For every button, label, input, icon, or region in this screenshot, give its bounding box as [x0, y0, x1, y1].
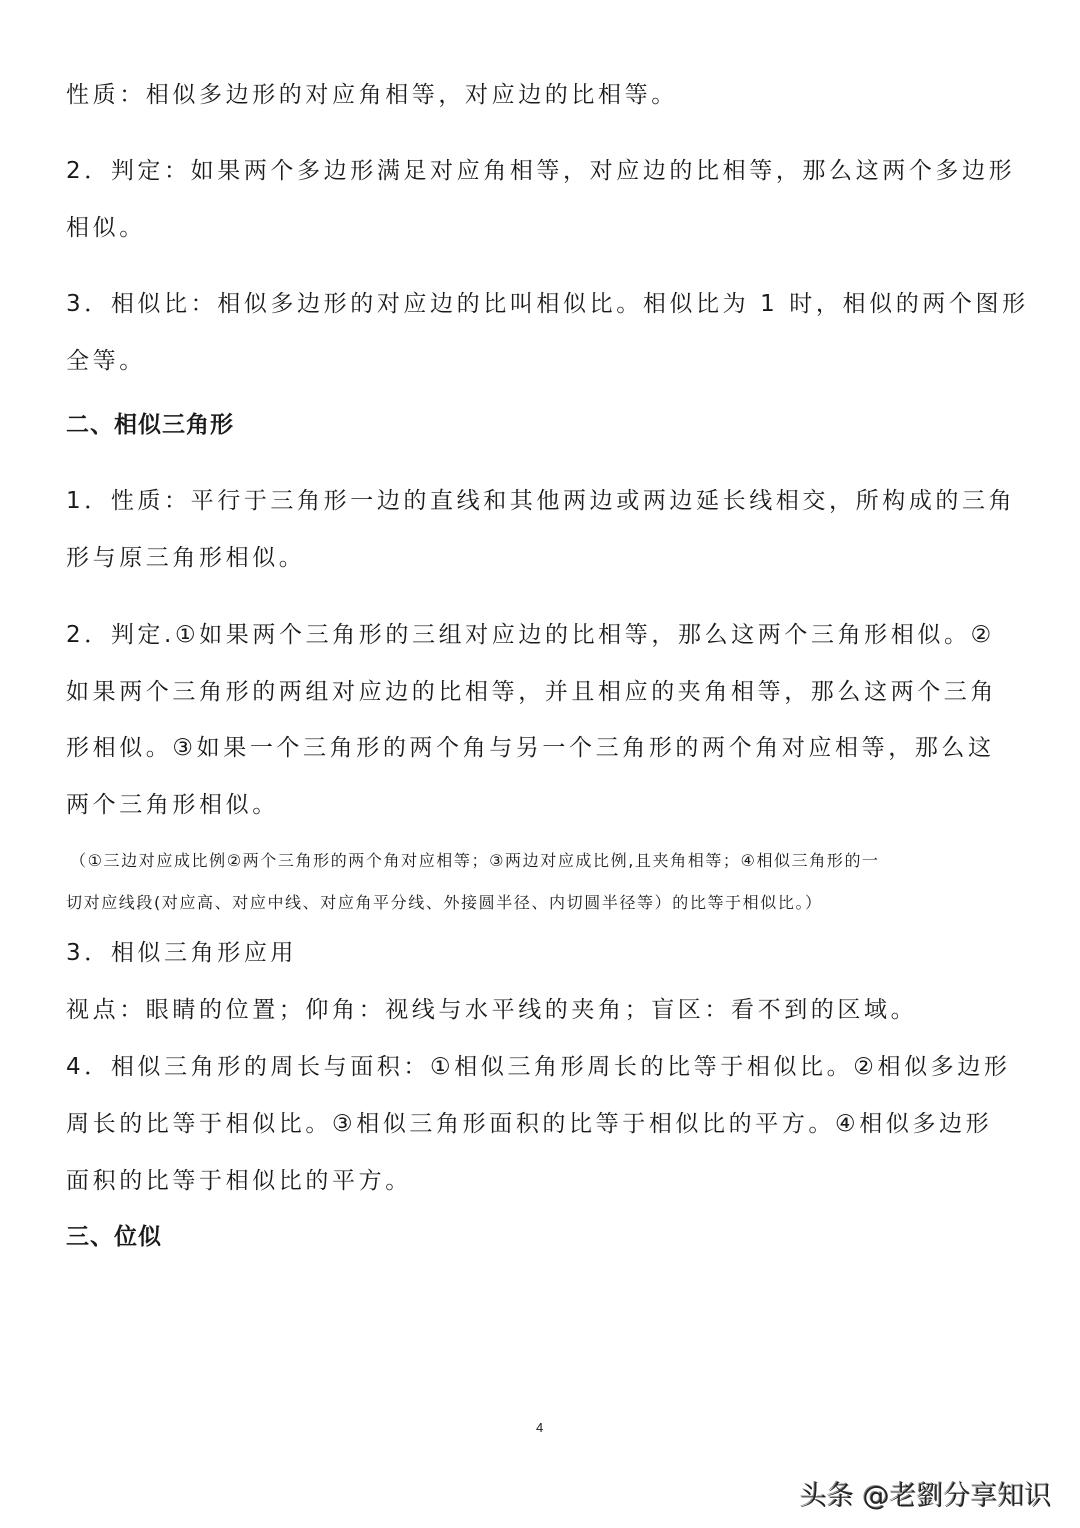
text-line: 周长的比等于相似比。③相似三角形面积的比等于相似比的平方。④相似多边形: [66, 1111, 993, 1137]
text-line: 形与原三角形相似。: [66, 545, 306, 571]
text-line: 视点：眼睛的位置；仰角：视线与水平线的夹角；盲区：看不到的区域。: [66, 997, 918, 1023]
page-number: 4: [536, 1420, 544, 1435]
text-line: 3．相似三角形应用: [66, 940, 298, 966]
text-line: 相似。: [66, 215, 146, 241]
note-line: （①三边对应成比例②两个三角形的两个角对应相等；③两边对应成比例,且夹角相等；④相似三角形的一: [70, 851, 880, 870]
text-line: 2．判定.①如果两个三角形的三组对应边的比相等，那么这两个三角形相似。②: [66, 622, 995, 648]
text-line: 形相似。③如果一个三角形的两个角与另一个三角形的两个角对应相等，那么这: [66, 735, 995, 761]
text-line: 3．相似比：相似多边形的对应边的比叫相似比。相似比为 1 时，相似的两个图形: [66, 291, 1029, 317]
section-heading: 二、相似三角形: [66, 412, 234, 438]
text-line: 全等。: [66, 348, 146, 374]
note-line: 切对应线段(对应高、对应中线、对应角平分线、外接圆半径、内切圆半径等）的比等于相似比。）: [66, 893, 823, 912]
section-heading: 三、位似: [66, 1224, 162, 1250]
text-line: 4．相似三角形的周长与面积：①相似三角形周长的比等于相似比。②相似多边形: [66, 1054, 1011, 1080]
text-line: 面积的比等于相似比的平方。: [66, 1168, 412, 1194]
watermark: 头条 @老劉分享知识: [800, 1481, 1052, 1512]
text-line: 1．性质：平行于三角形一边的直线和其他两边或两边延长线相交，所构成的三角: [66, 488, 1016, 514]
text-line: 如果两个三角形的两组对应边的比相等，并且相应的夹角相等，那么这两个三角: [66, 679, 997, 705]
text-line: 性质：相似多边形的对应角相等，对应边的比相等。: [66, 82, 678, 108]
text-line: 2．判定：如果两个多边形满足对应角相等，对应边的比相等，那么这两个多边形: [66, 158, 1016, 184]
text-line: 两个三角形相似。: [66, 792, 279, 818]
